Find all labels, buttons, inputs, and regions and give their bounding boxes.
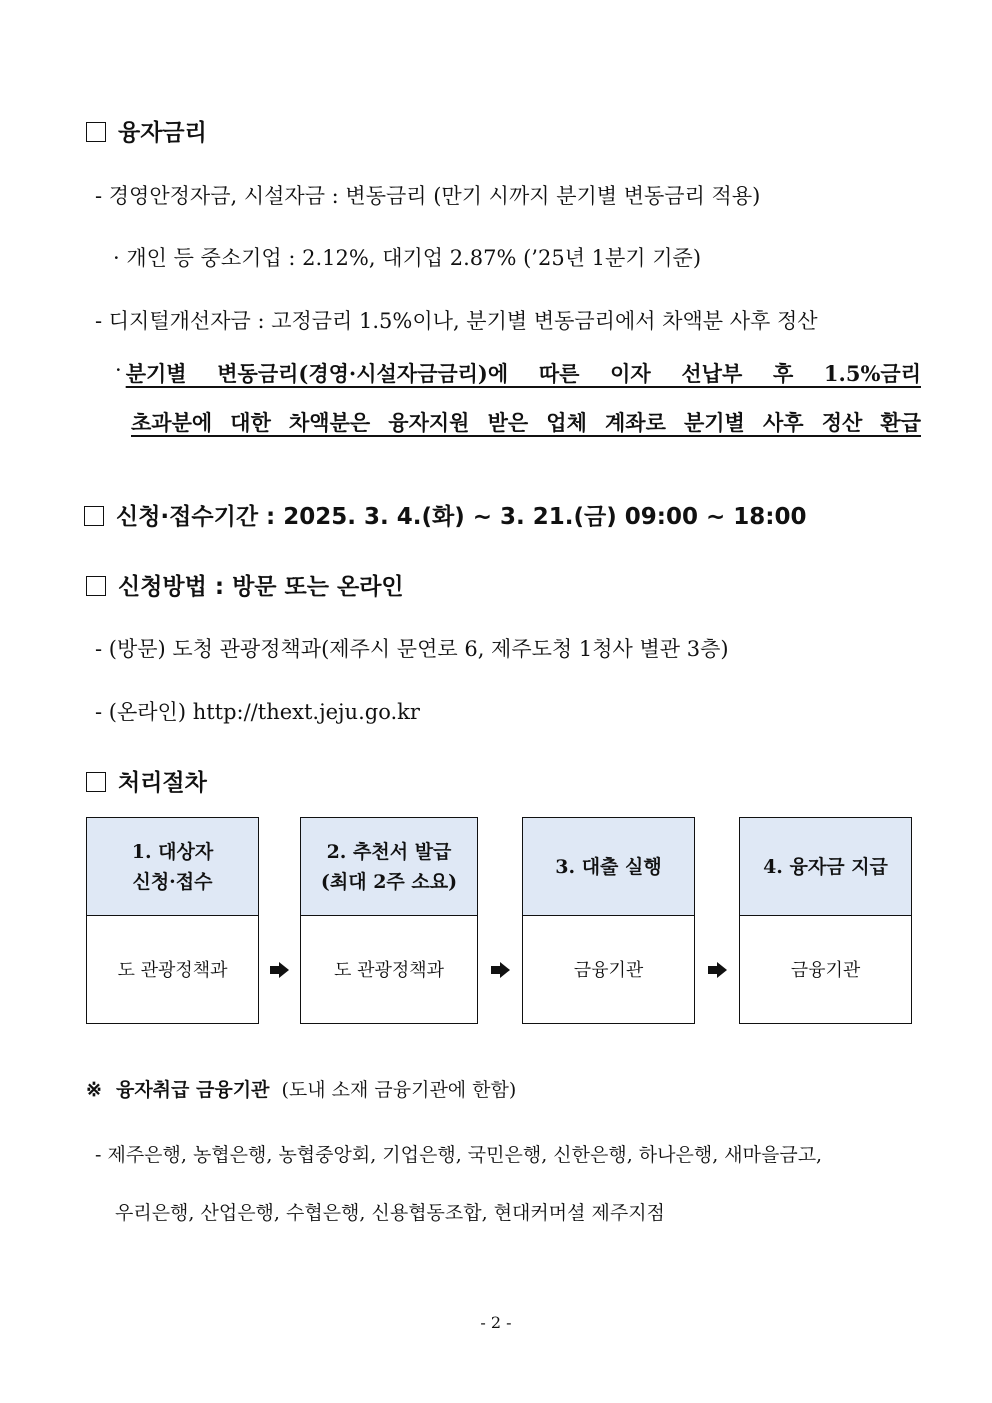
process-step-4-head [740,818,911,916]
rate-line-1: - 경영안정자금, 시설자금 : 변동금리 (만기 시까지 분기별 변동금리 적용) [95,184,761,208]
note-mark: ※ [86,1079,102,1101]
process-step-1-title: 1. 대상자 [131,840,214,863]
checkbox-square-icon [86,576,106,596]
process-step-4 [739,817,912,1024]
rate-line-2: · 개인 등 중소기업 : 2.12%, 대기업 2.87% (’25년 1분기 기준) [113,246,702,270]
process-step-2-head [301,818,477,916]
process-step-2-body: 도 관광정책과 [333,960,445,981]
section-period-heading [84,498,806,531]
process-step-2-title: 2. 추천서 발급 [326,840,452,863]
process-step-3-head [523,818,694,916]
section-method-title: 신청방법 : 방문 또는 온라인 [118,574,404,600]
rate-emphasis-1: 분기별 변동금리(경영·시설자금금리)에 따른 이자 선납부 후 1.5%금리 [125,361,921,386]
process-step-3-body: 금융기관 [573,960,644,981]
process-step-3-title: 3. 대출 실행 [555,855,662,878]
method-online-line: - (온라인) http://thext.jeju.go.kr [95,700,420,724]
page-number: - 2 - [480,1313,512,1332]
note-title: 융자취급 금융기관 [115,1079,270,1101]
process-step-1-subtitle: 신청·접수 [132,870,213,893]
section-rate-heading [86,114,207,147]
checkbox-square-icon [84,506,104,526]
process-step-1 [86,817,259,1024]
section-method-heading [86,568,404,601]
process-step-3 [522,817,695,1024]
process-step-1-head [87,818,258,916]
process-step-4-title: 4. 융자금 지급 [763,855,888,878]
note-heading [86,1075,516,1102]
rate-bullet: · [115,358,122,382]
section-rate-title: 융자금리 [118,120,207,146]
rate-line-4 [115,358,921,388]
checkbox-square-icon [86,122,106,142]
process-step-2-subtitle: (최대 2주 소요) [320,870,458,893]
method-visit-line: - (방문) 도청 관광정책과(제주시 문연로 6, 제주도청 1청사 별관 3층) [95,637,729,661]
rate-line-5 [131,407,921,437]
note-line-2: 우리은행, 산업은행, 수협은행, 신용협동조합, 현대커머셜 제주지점 [115,1202,665,1224]
process-step-4-body: 금융기관 [790,960,861,981]
section-process-heading [86,764,207,797]
checkbox-square-icon [86,772,106,792]
rate-line-3: - 디지털개선자금 : 고정금리 1.5%이나, 분기별 변동금리에서 차액분 사후 정산 [95,309,818,333]
rate-emphasis-2: 초과분에 대한 차액분은 융자지원 받은 업체 계좌로 분기별 사후 정산 환급 [131,410,921,435]
process-step-2 [300,817,478,1024]
section-process-title: 처리절차 [118,770,207,796]
process-step-1-body: 도 관광정책과 [117,960,228,981]
note-line-1: - 제주은행, 농협은행, 농협중앙회, 기업은행, 국민은행, 신한은행, 하나은행, 새마을금고, [95,1144,823,1166]
note-subtitle: (도내 소재 금융기관에 한함) [281,1079,517,1101]
section-period-title: 신청·접수기간 : 2025. 3. 4.(화) ~ 3. 21.(금) 09:00 ~ 18:00 [116,504,807,530]
